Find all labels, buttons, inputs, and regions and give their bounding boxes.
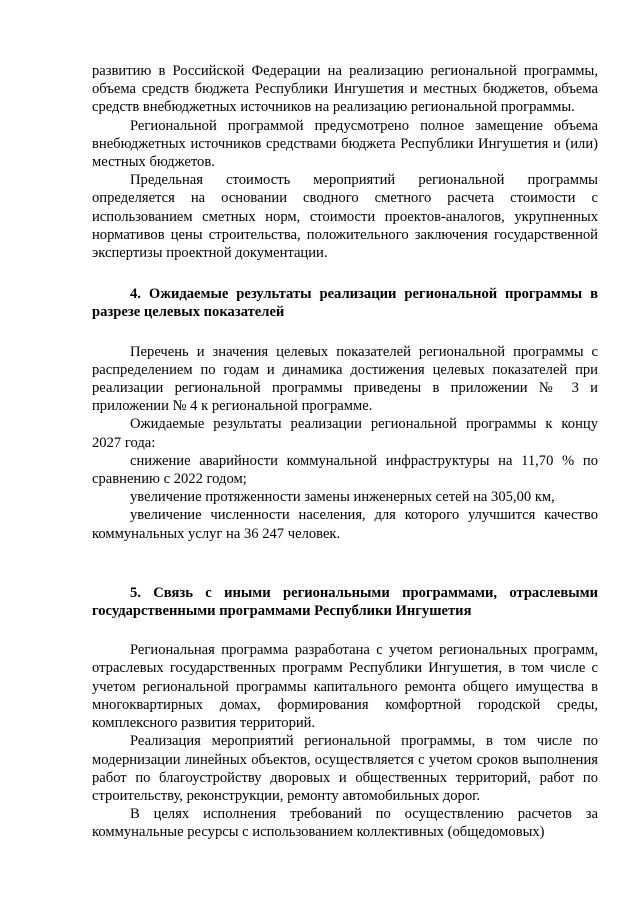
- intro-paragraph-3: Предельная стоимость мероприятий региональной программы определяется на основании сводного сметного расчета стоимости с использованием сметных норм, стоимости проектов-аналогов, укрупненных нормативов цены строительства, положительного заключения государственной экспертизы проектной документации.: [92, 172, 598, 262]
- section-4-list-item-1: снижение аварийности коммунальной инфраструктуры на 11,70 % по сравнению с 2022 годом;: [92, 452, 598, 488]
- intro-paragraph-2: Региональной программой предусмотрено полное замещение объема внебюджетных источников средствами бюджета Республики Ингушетия и (или) местных бюджетов.: [92, 117, 598, 171]
- document-body: [92, 62, 598, 842]
- spacer: [92, 322, 598, 343]
- section-5-paragraph-3: В целях исполнения требований по осуществлению расчетов за коммунальные ресурсы с использованием коллективных (общедомовых): [92, 806, 598, 841]
- section-4-paragraph-1: Перечень и значения целевых показателей региональной программы с распределением по годам и динамика достижения целевых показателей при реализации региональной программы приведены в приложении № 3 и приложении № 4 к региональной программе.: [92, 343, 598, 415]
- spacer: [92, 543, 598, 584]
- section-5-paragraph-1: Региональная программа разработана с учетом региональных программ, отраслевых государственных программ Республики Ингушетия, в том числе с учетом региональной программы капитального ремонта общего имущества в многоквартирных домах, формирования комфортной городской среды, комплексного развития территорий.: [92, 642, 598, 732]
- section-4-paragraph-2: Ожидаемые результаты реализации региональной программы к концу 2027 года:: [92, 416, 598, 451]
- section-4-list-item-2: увеличение протяженности замены инженерных сетей на 305,00 км,: [130, 489, 555, 506]
- spacer: [92, 620, 598, 641]
- section-4-list-item-3: увеличение численности населения, для которого улучшится качество коммунальных услуг на 36 247 человек.: [92, 507, 598, 542]
- intro-paragraph-1: развитию в Российской Федерации на реализацию региональной программы, объема средств бюджета Республики Ингушетия и местных бюджетов, объема средств внебюджетных источников на реализацию региональной программы.: [92, 63, 598, 116]
- spacer: [92, 262, 598, 285]
- section-4-heading: 4. Ожидаемые результаты реализации региональной программы в разрезе целевых показателей: [92, 286, 598, 321]
- section-5-heading: 5. Связь с иными региональными программами, отраслевыми государственными программами Республики Ингушетия: [92, 584, 598, 620]
- section-5-paragraph-2: Реализация мероприятий региональной программы, в том числе по модернизации линейных объектов, осуществляется с учетом сроков выполнения работ по благоустройству дворовых и общественных территорий, работ по строительству, реконструкции, ремонту автомобильных дорог.: [92, 733, 598, 804]
